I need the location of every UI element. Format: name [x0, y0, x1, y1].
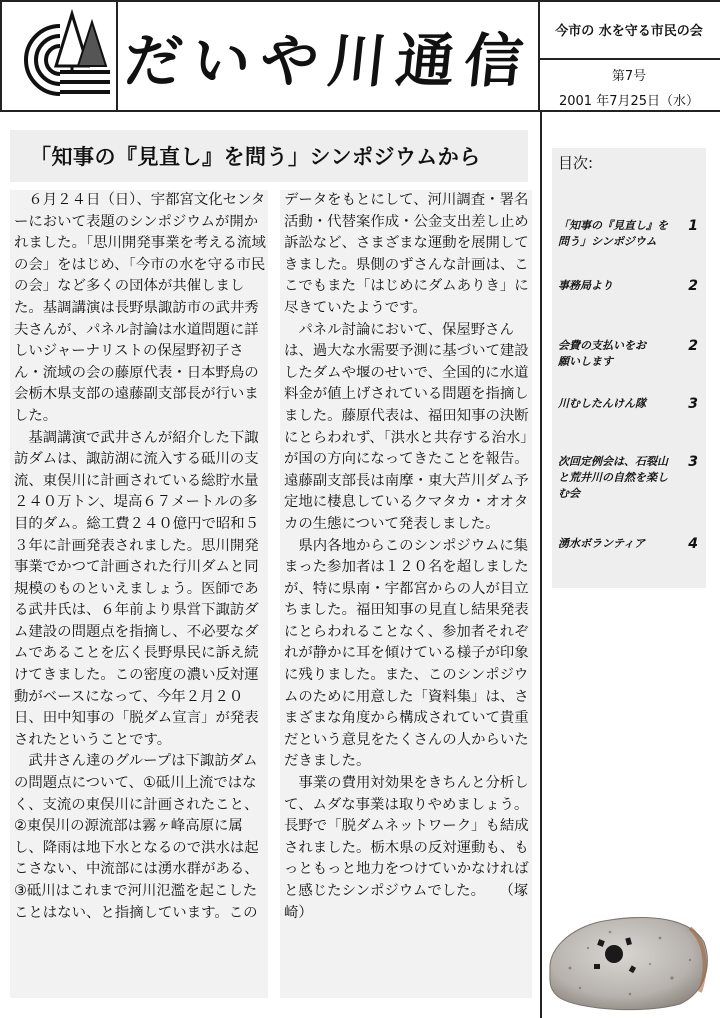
- toc-item-label: 川むしたんけん隊: [558, 397, 646, 410]
- toc-item-label: 「知事の『見直し』を問う」シンポジウム: [558, 219, 668, 248]
- toc-item[interactable]: [558, 218, 704, 250]
- header-left-border: [0, 0, 2, 112]
- toc-item-label: 次回定例会は、石裂山と荒井川の自然を楽しむ会: [558, 455, 668, 500]
- toc-item-page: 2: [688, 278, 698, 294]
- stone-image: [540, 908, 712, 1012]
- toc-item[interactable]: [558, 536, 704, 552]
- paragraph: ６月２４日（日）、宇都宮文化センターにおいて表題のシンポジウムが開かれました。「思川開発事業を考える流域の会」をはじめ、「今市の水を守る市民の会」など多くの団体が共催しました。基調講演は長野県諏訪市の武井秀夫さんが、パネル討論は水道問題に詳しいジャーナリストの保屋野初子さん・流域の会の藤原代表・日本野鳥の会栃木県支部の遠藤副支部長が行いました。: [14, 192, 266, 424]
- paragraph: 基調講演で武井さんが紹介した下諏訪ダムは、諏訪湖に流入する砥川の支流、東俣川に計画されている総貯水量２４０万トン、堤高６７メートルの多目的ダム。総工費２４０億円で昭和５３年に計画発表されました。思川開発事業でかつて計画された行川ダムと同規模のものといえましょう。医師である武井氏は、６年前より県営下諏訪ダム建設の問題点を指摘し、不必要なダムであることを広く長野県民に訴え続けてきました。この密度の濃い反対運動がベースになって、今年２月２０日、田中知事の「脱ダム宣言」が発表されたということです。: [14, 429, 260, 748]
- toc-item[interactable]: [558, 338, 704, 370]
- toc-item-label: 会費の支払いをお願いします: [558, 339, 646, 368]
- header-top-border: [0, 0, 720, 2]
- table-of-contents: [552, 148, 706, 588]
- toc-item-page: 2: [688, 338, 698, 354]
- toc-item-label: 事務局より: [558, 279, 613, 292]
- issue-date: 2001 年7月25日（水）: [558, 93, 700, 109]
- masthead-title: だいや川通信: [120, 27, 537, 95]
- paragraph: 事業の費用対効果をきちんと分析して、ムダな事業は取りやめましょう。長野で「脱ダムネットワーク」も結成されました。栃木県の反対運動も、もっともっと地力をつけていかなければと感じたシンポジウムでした。 （塚崎）: [284, 775, 529, 921]
- article-column-2: [280, 190, 532, 998]
- article-title: 「知事の『見直し』を問う」シンポジウムから: [10, 130, 528, 182]
- article-column-1: [10, 190, 268, 998]
- toc-item[interactable]: [558, 396, 704, 412]
- toc-item[interactable]: [558, 454, 704, 502]
- paragraph: パネル討論において、保屋野さんは、過大な水需要予測に基づいて建設したダムや堰のせいで、全国的に水道料金が値上げされている問題を指摘しました。藤原代表は、福田知事の決断にとらわれず、「洪水と共存する治水」が国の方向になってきたことを報告。遠藤副支部長は南摩・東大芦川ダム予定地に棲息しているクマタカ・オオタカの生態について発表しました。: [284, 321, 529, 532]
- header-bottom-border: [0, 110, 720, 112]
- organization-name: 今市の 水を守る市民の会: [555, 23, 703, 39]
- sidebar-divider: [540, 112, 542, 1018]
- toc-title: 目次:: [558, 154, 594, 172]
- issue-number: 第7号: [611, 68, 647, 84]
- toc-item-page: 3: [688, 396, 698, 412]
- header-info-divider: [540, 58, 720, 60]
- paragraph: 武井さん達のグループは下諏訪ダムの問題点について、①砥川上流ではなく、支流の東俣川に計画されたこと、②東俣川の源流部は霧ヶ峰高原に属し、降雨は地下水となるので洪水は起こさない、中流部には湧水群がある、③砥川はこれまで河川氾濫を起こしたことはない、と指摘しています。この: [14, 753, 259, 921]
- paragraph: データをもとにして、河川調査・署名活動・代替案作成・公金支出差し止め訴訟など、さまざまな運動を展開してきました。県側のずさんな計画は、ここでもまた「はじめにダムありき」に尽きていたようです。: [284, 192, 529, 316]
- toc-item[interactable]: [558, 278, 704, 294]
- toc-item-page: 3: [688, 454, 698, 470]
- paragraph: 県内各地からこのシンポジウムに集まった参加者は１２０名を超しましたが、特に県南・宇都宮からの人が目立ちました。福田知事の見直し結果発表にとらわれることなく、参加者それぞれが静かに耳を傾けている様子が印象に残りました。また、このシンポジウムのために用意した「資料集」は、さまざまな角度から構成されていて貴重だという意見をたくさんの人からいただきました。: [284, 537, 529, 770]
- toc-item-page: 4: [688, 536, 698, 552]
- toc-item-page: 1: [688, 218, 698, 234]
- toc-item-label: 湧水ボランティア: [558, 537, 646, 550]
- logo-icon: [12, 8, 112, 100]
